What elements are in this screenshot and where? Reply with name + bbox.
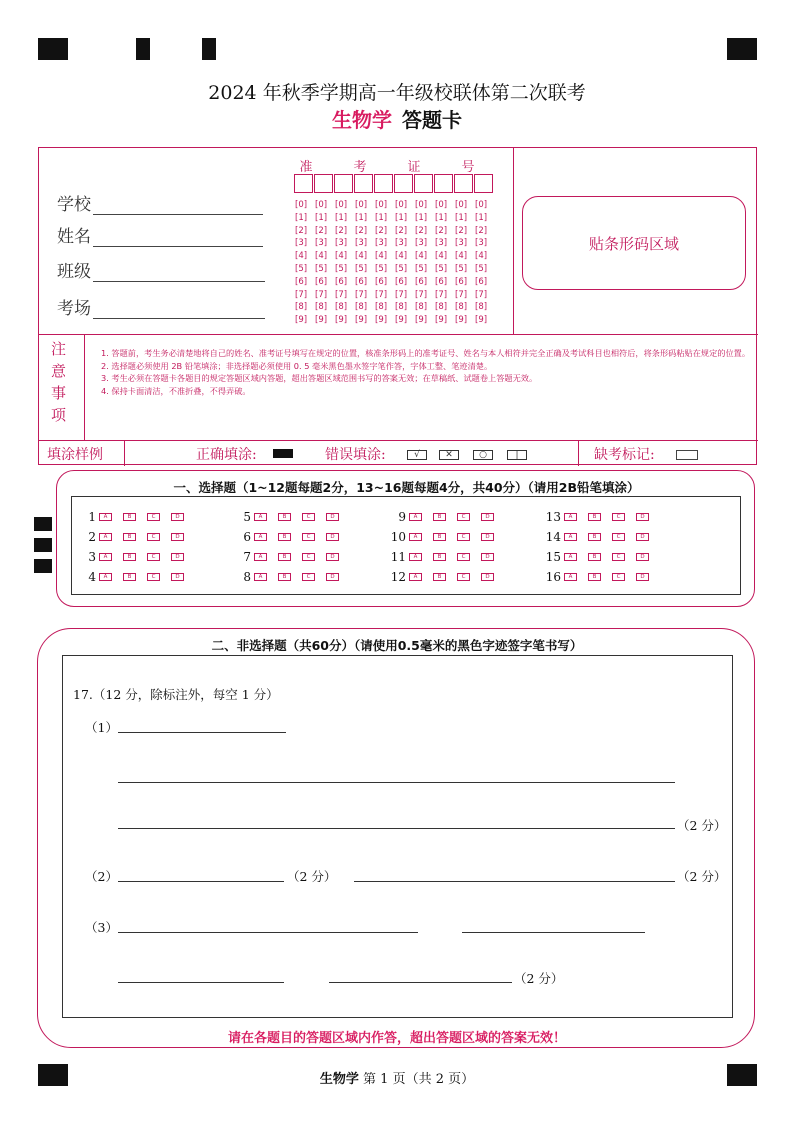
- registration-mark: [38, 38, 68, 60]
- question-number: 1: [88, 510, 96, 524]
- option-bubble-a[interactable]: A: [564, 533, 577, 541]
- digit-bubble[interactable]: [9]: [435, 315, 448, 326]
- digit-bubble[interactable]: [7]: [355, 289, 368, 300]
- question-number: 16: [545, 570, 561, 584]
- q17-answer-area[interactable]: [62, 655, 733, 1018]
- notice-item: 3. 考生必须在答题卡各题目的规定答题区域内答题，超出答题区域范围书写的答案无效；在草稿纸、试题卷上答题无效。: [101, 373, 538, 384]
- option-bubble-a[interactable]: A: [99, 513, 112, 521]
- option-bubble-b[interactable]: B: [278, 533, 291, 541]
- question-number: 11: [390, 550, 406, 564]
- digit-bubble[interactable]: [7]: [315, 289, 328, 300]
- answer-line[interactable]: [118, 932, 418, 933]
- digit-bubble[interactable]: [5]: [435, 263, 448, 274]
- digit-bubble[interactable]: [0]: [375, 200, 388, 210]
- info-box: [38, 147, 757, 465]
- option-bubble-d[interactable]: D: [481, 573, 494, 581]
- option-bubble-c[interactable]: C: [302, 573, 315, 581]
- mcq-section: [56, 470, 755, 607]
- digit-bubble[interactable]: [2]: [375, 225, 388, 236]
- option-bubble-d[interactable]: D: [326, 553, 339, 561]
- fill-sample-label: 填涂样例: [47, 447, 103, 463]
- digit-bubble[interactable]: [2]: [475, 225, 488, 236]
- option-bubble-c[interactable]: C: [302, 533, 315, 541]
- question-number: 4: [88, 570, 96, 584]
- digit-bubble[interactable]: [4]: [295, 251, 308, 262]
- score-note: （2 分）: [514, 971, 564, 986]
- question-number: 7: [243, 550, 251, 564]
- mcq-title: 一、选择题（1~12题每题2分，13~16题每题4分，共40分）（请用2B铅笔填涂）: [173, 480, 640, 495]
- digit-bubble[interactable]: [0]: [355, 200, 368, 210]
- digit-bubble[interactable]: [4]: [375, 251, 388, 262]
- option-bubble-a[interactable]: A: [564, 573, 577, 581]
- option-bubble-c[interactable]: C: [147, 533, 160, 541]
- answer-line[interactable]: [329, 982, 512, 983]
- exam-title: 2024 年秋季学期高一年级校联体第二次联考: [208, 82, 586, 104]
- digit-bubble[interactable]: [0]: [455, 200, 468, 210]
- exam-room-field[interactable]: 考场: [57, 294, 265, 319]
- digit-bubble[interactable]: [5]: [475, 263, 488, 274]
- option-bubble-d[interactable]: D: [171, 513, 184, 521]
- digit-bubble[interactable]: [6]: [475, 276, 488, 287]
- digit-bubble[interactable]: [2]: [335, 225, 348, 236]
- mcq-question: [390, 550, 505, 564]
- digit-bubble[interactable]: [9]: [455, 315, 468, 326]
- option-bubble-b[interactable]: B: [588, 513, 601, 521]
- wrong-fill-label: 错误填涂:: [325, 447, 386, 463]
- question-number: 9: [398, 510, 406, 524]
- mcq-question: [545, 570, 660, 584]
- answer-line[interactable]: [118, 881, 284, 882]
- option-bubble-b[interactable]: B: [278, 553, 291, 561]
- digit-bubble[interactable]: [7]: [455, 289, 468, 300]
- option-bubble-b[interactable]: B: [278, 573, 291, 581]
- answer-line[interactable]: [118, 782, 675, 783]
- option-bubble-c[interactable]: C: [147, 553, 160, 561]
- digit-row: [295, 276, 495, 289]
- digit-bubble[interactable]: [5]: [415, 263, 428, 274]
- digit-row: [295, 250, 495, 263]
- option-bubble-d[interactable]: D: [481, 533, 494, 541]
- digit-bubble[interactable]: [2]: [415, 225, 428, 236]
- mcq-question: [235, 510, 350, 524]
- digit-bubble[interactable]: [6]: [435, 276, 448, 287]
- digit-bubble[interactable]: [1]: [355, 212, 368, 223]
- option-bubble-c[interactable]: C: [612, 573, 625, 581]
- correct-fill-mark: [273, 449, 293, 458]
- digit-bubble[interactable]: [6]: [455, 276, 468, 287]
- mcq-question: [235, 550, 350, 564]
- mcq-question: [545, 510, 660, 524]
- digit-bubble[interactable]: [7]: [435, 289, 448, 300]
- digit-bubble[interactable]: [9]: [335, 315, 348, 326]
- digit-bubble[interactable]: [4]: [395, 251, 408, 262]
- digit-bubble[interactable]: [6]: [375, 276, 388, 287]
- correct-fill-label: 正确填涂:: [196, 447, 257, 463]
- question-number: 8: [243, 570, 251, 584]
- option-bubble-b[interactable]: B: [123, 533, 136, 541]
- registration-mark: [202, 38, 216, 60]
- digit-row: [295, 225, 495, 238]
- digit-bubble[interactable]: [0]: [335, 200, 348, 210]
- question-number: 13: [545, 510, 561, 524]
- question-number: 14: [545, 530, 561, 544]
- wrong-mark-bar: |: [507, 450, 527, 460]
- digit-bubble[interactable]: [8]: [295, 302, 308, 313]
- option-bubble-b[interactable]: B: [278, 513, 291, 521]
- digit-bubble[interactable]: [1]: [295, 212, 308, 223]
- registration-mark: [136, 38, 150, 60]
- digit-bubble[interactable]: [3]: [295, 238, 308, 249]
- absent-label: 缺考标记:: [594, 447, 655, 463]
- answer-line[interactable]: [118, 732, 286, 733]
- exam-number-boxes[interactable]: [294, 174, 494, 193]
- option-bubble-a[interactable]: A: [409, 513, 422, 521]
- option-bubble-d[interactable]: D: [636, 573, 649, 581]
- digit-bubble[interactable]: [5]: [395, 263, 408, 274]
- digit-bubble[interactable]: [4]: [415, 251, 428, 262]
- digit-bubble[interactable]: [2]: [435, 225, 448, 236]
- option-bubble-d[interactable]: D: [326, 533, 339, 541]
- question-number: 15: [545, 550, 561, 564]
- digit-bubble[interactable]: [7]: [295, 289, 308, 300]
- option-bubble-b[interactable]: B: [588, 533, 601, 541]
- option-bubble-a[interactable]: A: [254, 553, 267, 561]
- option-bubble-b[interactable]: B: [123, 573, 136, 581]
- digit-bubble[interactable]: [5]: [335, 263, 348, 274]
- answer-area-warning: 请在各题目的答题区域内作答，超出答题区域的答案无效！: [227, 1031, 566, 1046]
- exam-number-label: 准 考 证 号: [299, 160, 489, 175]
- option-bubble-c[interactable]: C: [612, 533, 625, 541]
- digit-bubble[interactable]: [7]: [375, 289, 388, 300]
- option-bubble-a[interactable]: A: [409, 533, 422, 541]
- mcq-question: [80, 550, 195, 564]
- option-bubble-b[interactable]: B: [588, 553, 601, 561]
- digit-bubble[interactable]: [8]: [335, 302, 348, 313]
- digit-bubble[interactable]: [1]: [335, 212, 348, 223]
- score-note: （2 分）: [677, 869, 727, 884]
- q17-part2-label: （2）: [85, 869, 118, 884]
- digit-bubble[interactable]: [7]: [395, 289, 408, 300]
- option-bubble-a[interactable]: A: [254, 533, 267, 541]
- digit-bubble[interactable]: [6]: [415, 276, 428, 287]
- option-bubble-c[interactable]: C: [457, 573, 470, 581]
- digit-row: [295, 237, 495, 250]
- digit-bubble[interactable]: [2]: [455, 225, 468, 236]
- digit-bubble[interactable]: [1]: [475, 212, 488, 223]
- digit-bubble[interactable]: [3]: [415, 238, 428, 249]
- digit-row: [295, 212, 495, 225]
- option-bubble-d[interactable]: D: [326, 573, 339, 581]
- digit-bubble[interactable]: [9]: [475, 315, 488, 326]
- wrong-mark-cross: ✕: [439, 450, 459, 460]
- absent-mark-box[interactable]: [676, 450, 698, 460]
- option-bubble-c[interactable]: C: [612, 513, 625, 521]
- question-number: 12: [390, 570, 406, 584]
- digit-bubble[interactable]: [5]: [295, 263, 308, 274]
- nonmcq-title: 二、非选择题（共60分）（请使用0.5毫米的黑色字迹签字笔书写）: [211, 638, 583, 653]
- registration-mark: [727, 38, 757, 60]
- option-bubble-c[interactable]: C: [457, 533, 470, 541]
- question-number: 3: [88, 550, 96, 564]
- q17-header: 17.（12 分，除标注外，每空 1 分）: [73, 687, 279, 702]
- digit-bubble[interactable]: [6]: [355, 276, 368, 287]
- option-bubble-b[interactable]: B: [433, 533, 446, 541]
- answer-line[interactable]: [354, 881, 675, 882]
- digit-bubble[interactable]: [5]: [375, 263, 388, 274]
- option-bubble-c[interactable]: C: [457, 553, 470, 561]
- option-bubble-c[interactable]: C: [302, 553, 315, 561]
- option-bubble-d[interactable]: D: [171, 533, 184, 541]
- mcq-question: [390, 530, 505, 544]
- mcq-question: [545, 530, 660, 544]
- digit-bubble[interactable]: [1]: [455, 212, 468, 223]
- digit-bubble[interactable]: [4]: [435, 251, 448, 262]
- digit-bubble[interactable]: [2]: [355, 225, 368, 236]
- page-footer: [0, 1068, 794, 1087]
- digit-bubble[interactable]: [1]: [435, 212, 448, 223]
- mcq-question: [235, 530, 350, 544]
- digit-bubble[interactable]: [6]: [315, 276, 328, 287]
- notice-item: 1. 答题前，考生务必清楚地将自己的姓名、准考证号填写在规定的位置，核准条形码上的准考证号、姓名与本人相符并完全正确及考试科目也相符后，将条形码粘贴在规定的位置。: [101, 348, 751, 358]
- q17-part1-label: （1）: [85, 720, 118, 735]
- digit-bubble[interactable]: [5]: [455, 263, 468, 274]
- name-field[interactable]: 姓名: [57, 222, 263, 247]
- digit-bubble[interactable]: [7]: [415, 289, 428, 300]
- option-bubble-d[interactable]: D: [636, 553, 649, 561]
- card-subtitle: [0, 104, 794, 133]
- option-bubble-a[interactable]: A: [99, 533, 112, 541]
- q17-part3-label: （3）: [85, 920, 118, 935]
- digit-bubble[interactable]: [0]: [395, 200, 408, 210]
- registration-mark: [34, 538, 52, 552]
- question-number: 2: [88, 530, 96, 544]
- digit-bubble[interactable]: [4]: [475, 251, 488, 262]
- score-note: （2 分）: [677, 818, 727, 833]
- digit-bubble[interactable]: [4]: [355, 251, 368, 262]
- option-bubble-c[interactable]: C: [457, 513, 470, 521]
- mcq-question: [390, 570, 505, 584]
- digit-bubble[interactable]: [3]: [455, 238, 468, 249]
- mcq-question: [235, 570, 350, 584]
- digit-bubble[interactable]: [1]: [395, 212, 408, 223]
- option-bubble-a[interactable]: A: [409, 573, 422, 581]
- notice-item: 2. 选择题必须使用 2B 铅笔填涂；非选择题必须使用 0. 5 毫米黑色墨水签字笔作答，字体工整、笔迹清楚。: [101, 360, 493, 371]
- notice-heading: 注 意 事 项: [51, 340, 67, 424]
- digit-bubble[interactable]: [9]: [415, 315, 428, 326]
- registration-mark: [34, 559, 52, 573]
- option-bubble-d[interactable]: D: [636, 513, 649, 521]
- digit-bubble[interactable]: [9]: [355, 315, 368, 326]
- option-bubble-a[interactable]: A: [254, 513, 267, 521]
- option-bubble-d[interactable]: D: [171, 573, 184, 581]
- option-bubble-b[interactable]: B: [433, 573, 446, 581]
- nonmcq-section: [37, 628, 755, 1048]
- digit-bubble[interactable]: [1]: [375, 212, 388, 223]
- digit-bubble[interactable]: [8]: [375, 302, 388, 313]
- digit-bubble[interactable]: [2]: [315, 225, 328, 236]
- question-number: 10: [390, 530, 406, 544]
- option-bubble-d[interactable]: D: [326, 513, 339, 521]
- mcq-question: [545, 550, 660, 564]
- mcq-question: [80, 570, 195, 584]
- digit-bubble[interactable]: [3]: [475, 238, 488, 249]
- question-number: 5: [243, 510, 251, 524]
- digit-bubble[interactable]: [1]: [315, 212, 328, 223]
- answer-line[interactable]: [118, 982, 284, 983]
- notice-item: 4. 保持卡面清洁，不准折叠，不得弄破。: [101, 385, 251, 396]
- digit-bubble[interactable]: [9]: [295, 315, 308, 326]
- option-bubble-c[interactable]: C: [147, 573, 160, 581]
- school-field[interactable]: 学校: [57, 190, 263, 215]
- option-bubble-b[interactable]: B: [433, 513, 446, 521]
- option-bubble-b[interactable]: B: [588, 573, 601, 581]
- digit-bubble[interactable]: [0]: [315, 200, 328, 210]
- digit-row: [295, 289, 495, 302]
- mcq-question: [80, 530, 195, 544]
- option-bubble-b[interactable]: B: [123, 513, 136, 521]
- digit-bubble[interactable]: [3]: [355, 238, 368, 249]
- digit-bubble[interactable]: [9]: [375, 315, 388, 326]
- digit-row: [295, 301, 495, 314]
- digit-row: [295, 263, 495, 276]
- footer-page: 第 1 页（共 2 页）: [363, 1072, 475, 1087]
- answer-line[interactable]: [118, 828, 675, 829]
- footer-subject: 生物学: [319, 1072, 359, 1087]
- wrong-mark-circle: ○: [473, 450, 493, 460]
- mcq-question: [80, 510, 195, 524]
- option-bubble-a[interactable]: A: [564, 513, 577, 521]
- digit-row: [295, 199, 495, 212]
- digit-bubble[interactable]: [4]: [315, 251, 328, 262]
- option-bubble-d[interactable]: D: [636, 533, 649, 541]
- question-number: 6: [243, 530, 251, 544]
- digit-bubble[interactable]: [0]: [435, 200, 448, 210]
- subject-name: 生物学: [332, 108, 392, 132]
- digit-bubble[interactable]: [2]: [295, 225, 308, 236]
- digit-bubble[interactable]: [3]: [315, 238, 328, 249]
- exam-number-bubbles[interactable]: [295, 199, 495, 327]
- digit-bubble[interactable]: [1]: [415, 212, 428, 223]
- registration-mark: [34, 517, 52, 531]
- fill-sample-row: [39, 440, 758, 466]
- digit-bubble[interactable]: [3]: [435, 238, 448, 249]
- barcode-area: 贴条形码区域: [522, 196, 746, 290]
- notice-list: [101, 347, 751, 397]
- option-bubble-c[interactable]: C: [147, 513, 160, 521]
- wrong-mark-check: √: [407, 450, 427, 460]
- option-bubble-a[interactable]: A: [254, 573, 267, 581]
- digit-bubble[interactable]: [9]: [315, 315, 328, 326]
- option-bubble-d[interactable]: D: [481, 553, 494, 561]
- digit-bubble[interactable]: [0]: [295, 200, 308, 210]
- digit-bubble[interactable]: [6]: [335, 276, 348, 287]
- mcq-question: [390, 510, 505, 524]
- option-bubble-a[interactable]: A: [99, 573, 112, 581]
- digit-bubble[interactable]: [5]: [315, 263, 328, 274]
- digit-bubble[interactable]: [8]: [415, 302, 428, 313]
- digit-bubble[interactable]: [7]: [335, 289, 348, 300]
- digit-bubble[interactable]: [0]: [475, 200, 488, 210]
- digit-bubble[interactable]: [6]: [395, 276, 408, 287]
- digit-bubble[interactable]: [8]: [395, 302, 408, 313]
- option-bubble-c[interactable]: C: [612, 553, 625, 561]
- digit-bubble[interactable]: [8]: [355, 302, 368, 313]
- digit-bubble[interactable]: [0]: [415, 200, 428, 210]
- option-bubble-b[interactable]: B: [433, 553, 446, 561]
- option-bubble-d[interactable]: D: [171, 553, 184, 561]
- digit-bubble[interactable]: [6]: [295, 276, 308, 287]
- option-bubble-c[interactable]: C: [302, 513, 315, 521]
- option-bubble-b[interactable]: B: [123, 553, 136, 561]
- digit-row: [295, 314, 495, 327]
- card-name: 答题卡: [402, 108, 462, 132]
- option-bubble-a[interactable]: A: [564, 553, 577, 561]
- digit-bubble[interactable]: [4]: [335, 251, 348, 262]
- option-bubble-a[interactable]: A: [99, 553, 112, 561]
- digit-bubble[interactable]: [3]: [375, 238, 388, 249]
- digit-bubble[interactable]: [8]: [455, 302, 468, 313]
- mcq-answer-area: [71, 496, 741, 595]
- digit-bubble[interactable]: [4]: [455, 251, 468, 262]
- option-bubble-d[interactable]: D: [481, 513, 494, 521]
- digit-bubble[interactable]: [8]: [475, 302, 488, 313]
- digit-bubble[interactable]: [7]: [475, 289, 488, 300]
- digit-bubble[interactable]: [3]: [395, 238, 408, 249]
- digit-bubble[interactable]: [9]: [395, 315, 408, 326]
- answer-line[interactable]: [462, 932, 645, 933]
- score-note: （2 分）: [287, 869, 337, 884]
- class-field[interactable]: 班级: [57, 257, 265, 282]
- digit-bubble[interactable]: [8]: [315, 302, 328, 313]
- option-bubble-a[interactable]: A: [409, 553, 422, 561]
- digit-bubble[interactable]: [2]: [395, 225, 408, 236]
- digit-bubble[interactable]: [3]: [335, 238, 348, 249]
- digit-bubble[interactable]: [5]: [355, 263, 368, 274]
- digit-bubble[interactable]: [8]: [435, 302, 448, 313]
